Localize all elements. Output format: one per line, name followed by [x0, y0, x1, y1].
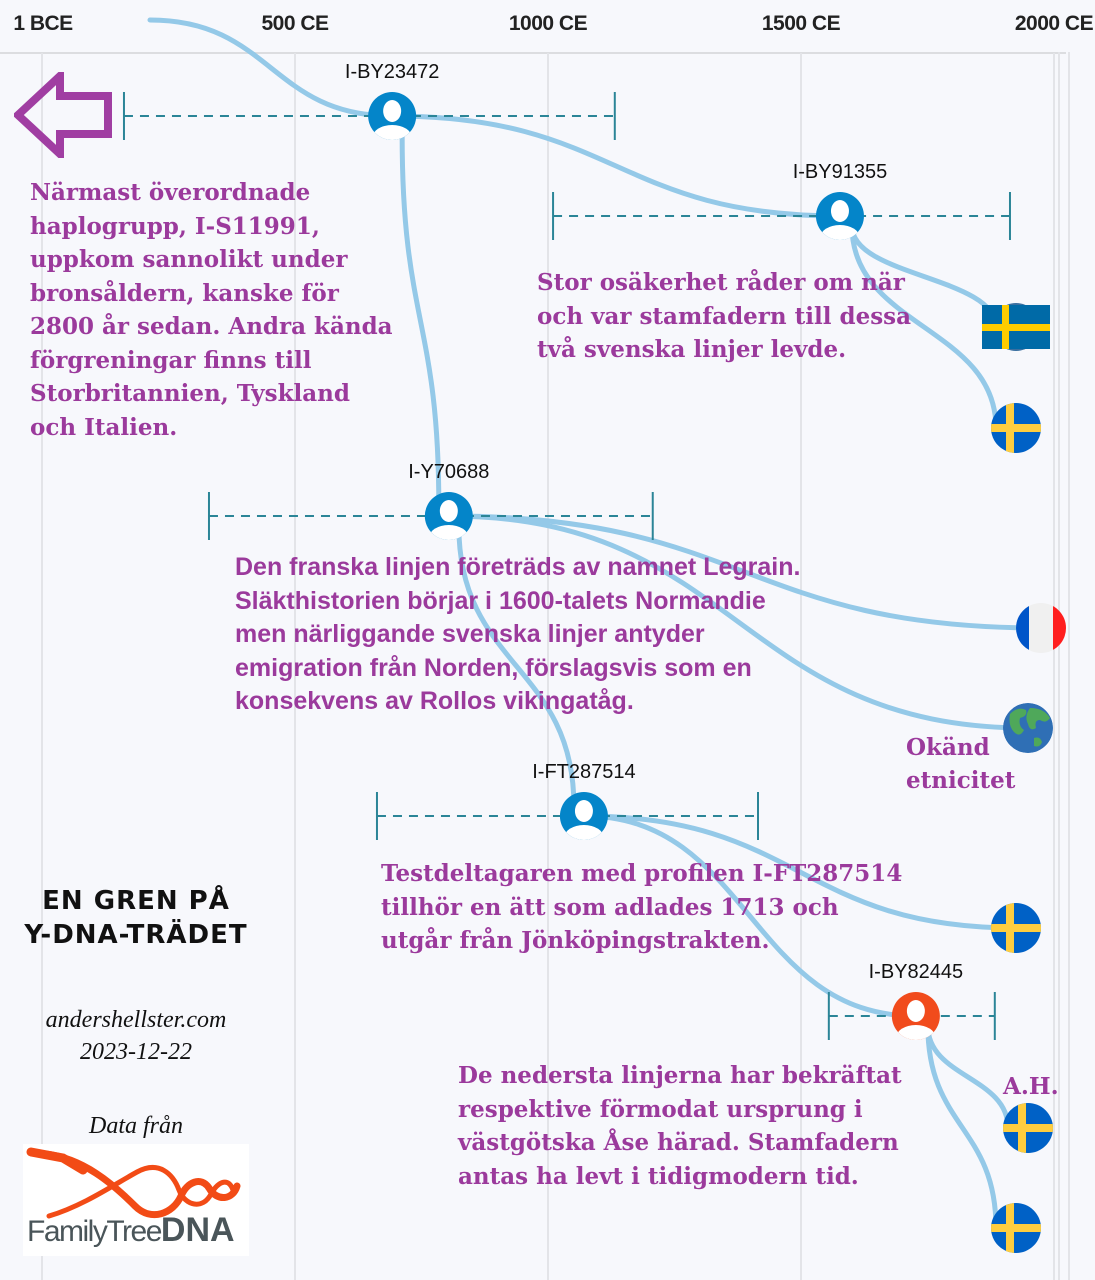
axis-tick-label: 500 CE — [261, 12, 329, 35]
arrow-left-icon — [14, 72, 112, 158]
note-by82445: De nedersta linjerna har bekräftat respektive förmodat ursprung i västgötska Åse härad. Stamfadern antas ha levt i tidigmodern tid. — [458, 1062, 902, 1190]
axis-tick-label: 2000 CE — [1014, 12, 1094, 35]
confidence-interval — [553, 192, 1010, 240]
axis-tick-label: 1000 CE — [508, 12, 588, 35]
axis-tick-label: 1500 CE — [761, 12, 841, 35]
date-credit: 2023-12-22 — [80, 1039, 192, 1065]
node-label[interactable]: I-BY91355 — [792, 161, 888, 183]
note-y70688: Den franska linjen företräds av namnet Legrain. Släkthistorien börjar i 1600-talets Normandie men närliggande svenska linjer antyder emigration från Norden, förslagsvis som en konsekvens av Rollos vikingatåg. — [235, 553, 801, 715]
label-unknown-ethnicity: Okänd etnicitet — [906, 734, 1016, 794]
note-ft287514: Testdeltagaren med profilen I-FT287514 tillhör en ätt som adlades 1713 och utgår från Jönköpingstrakten. — [381, 860, 903, 954]
node-label[interactable]: I-BY23472 — [344, 61, 440, 83]
label-author-initials: A.H. — [1003, 1073, 1059, 1100]
branch-by23472-by91355 — [392, 116, 840, 216]
sweden-flag-rect-icon[interactable] — [982, 303, 1050, 351]
title-line-2: Y-DNA-TRÄDET — [24, 920, 248, 950]
note-parent-haplogroup: Närmast överordnade haplogrupp, I-S11991, uppkom sannolikt under bronsåldern, kanske för 2800 år sedan. Andra kända förgreningar finns till Storbritannien, Tyskland och Italien. — [30, 179, 393, 441]
familytreedna-logo — [23, 1144, 249, 1256]
sweden-flag-icon[interactable] — [991, 403, 1041, 453]
haplogroup-node[interactable] — [425, 492, 473, 551]
node-label[interactable]: I-Y70688 — [408, 461, 490, 483]
axis-tick-label: 1 BCE — [13, 12, 73, 35]
branch-to-leaf — [928, 1026, 1008, 1128]
sweden-flag-icon[interactable] — [991, 903, 1041, 953]
wordmark-light: FamilyTree — [27, 1215, 161, 1248]
haplogroup-node[interactable] — [368, 92, 416, 151]
sweden-flag-icon[interactable] — [991, 1203, 1041, 1253]
node-label[interactable]: I-FT287514 — [532, 761, 636, 783]
sweden-flag-icon[interactable] — [1003, 1103, 1053, 1153]
france-flag-icon[interactable] — [1016, 603, 1066, 653]
familytreedna-wordmark — [27, 1211, 235, 1250]
data-source-label: Data från — [88, 1113, 183, 1139]
site-credit: andershellster.com — [45, 1007, 227, 1033]
node-label[interactable]: I-BY82445 — [868, 961, 964, 983]
haplogroup-node[interactable] — [560, 792, 608, 851]
wordmark-bold: DNA — [160, 1211, 235, 1249]
title-line-1: EN GREN PÅ — [42, 886, 230, 916]
poster-title — [0, 884, 272, 952]
back-to-parent-button[interactable] — [14, 72, 112, 163]
branch-by23472-y70688 — [402, 136, 439, 506]
note-by91355: Stor osäkerhet råder om när och var stamfadern till dessa två svenska linjer levde. — [537, 269, 911, 363]
